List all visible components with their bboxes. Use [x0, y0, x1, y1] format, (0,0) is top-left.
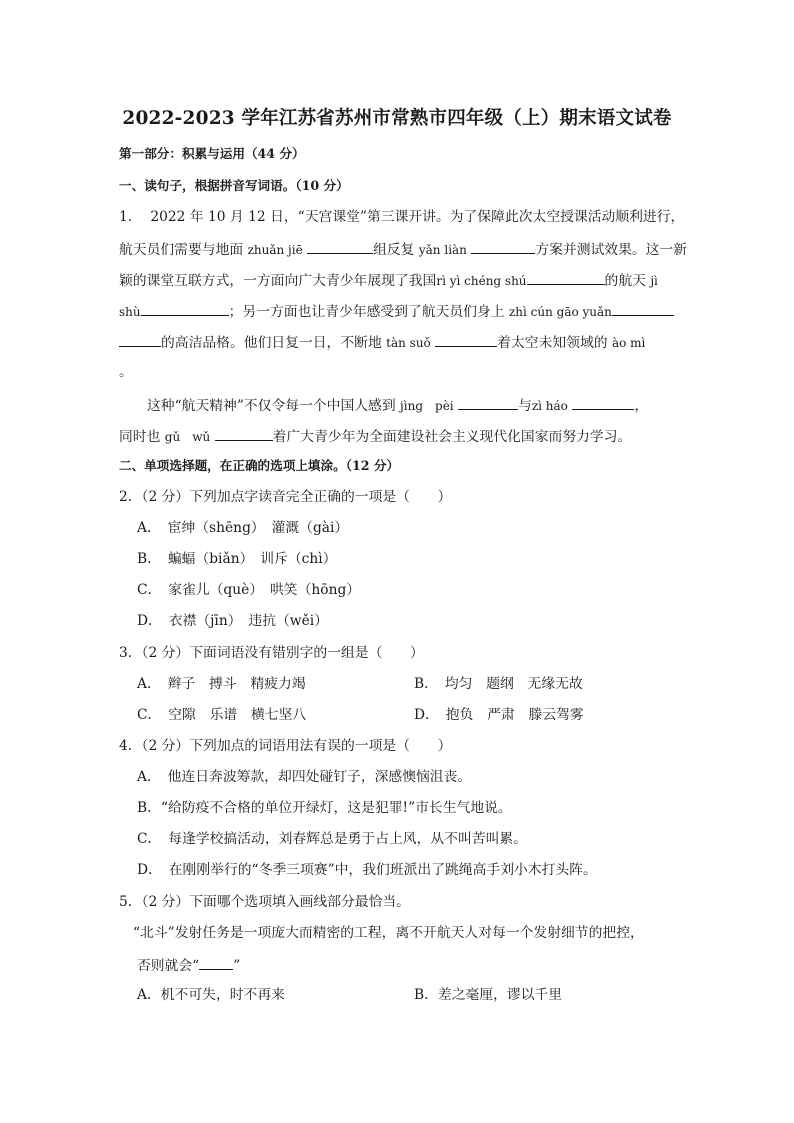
q2-stem: 2．（2 分）下列加点字读音完全正确的一项是（ ）	[119, 489, 452, 505]
q1-line-8	[119, 426, 631, 446]
q4-stem: 4．（2 分）下列加点的词语用法有误的一项是（ ）	[119, 738, 452, 754]
answer-blank[interactable]	[458, 395, 518, 410]
q1-text: 着广大青少年为全面建设社会主义现代化国家而努力学习。	[272, 429, 632, 445]
q5-text: ”	[233, 958, 241, 974]
q1-text: 着太空未知领域的	[497, 335, 608, 351]
q4-option-a[interactable]: A． 他连日奔波筹款，却四处碰钉子，深感懊恼沮丧。	[137, 769, 472, 785]
answer-blank[interactable]	[119, 332, 161, 347]
q1-text: 同时也	[119, 429, 161, 445]
exam-title: 2022-2023 学年江苏省苏州市常熟市四年级（上）期末语文试卷	[122, 108, 672, 129]
answer-blank[interactable]	[141, 301, 229, 316]
q5-option-a[interactable]: A．机不可失，时不再来	[137, 987, 285, 1003]
q1-line-3	[119, 270, 658, 290]
answer-blank[interactable]	[612, 301, 674, 316]
answer-blank[interactable]	[199, 955, 233, 970]
pinyin: jì	[650, 274, 658, 288]
q1-line-2	[119, 239, 687, 259]
section-heading-2: 二、单项选择题，在正确的选项上填涂。（12 分）	[119, 458, 400, 473]
pinyin: gǔ wǔ	[164, 430, 211, 444]
q1-text: 航天员们需要与地面	[119, 242, 244, 258]
q5-stem: 5．（2 分）下面哪个选项填入画线部分最恰当。	[119, 894, 410, 910]
q1-text: 的高洁品格。他们日复一日，不断地	[161, 335, 382, 351]
pinyin: zhuǎn jiē	[247, 243, 303, 257]
q1-line-1	[119, 208, 685, 226]
q5-passage-line-2	[137, 955, 240, 975]
pinyin: yǎn liàn	[418, 243, 467, 257]
q4-option-b[interactable]: B．“给防疫不合格的单位开绿灯，这是犯罪!”市长生气地说。	[137, 800, 512, 816]
pinyin: jìng pèi	[400, 399, 454, 413]
q3-option-b[interactable]: B． 均匀 题纲 无缘无故	[414, 676, 583, 692]
q1-text: 与	[518, 398, 532, 414]
q1-text: 方案并测试效果。这一新	[535, 242, 688, 258]
q4-option-d[interactable]: D． 在刚刚举行的“冬季三项赛”中，我们班派出了跳绳高手刘小木打头阵。	[137, 862, 597, 878]
q1-line-6: 。	[119, 364, 133, 380]
q2-option-a[interactable]: A． 宦绅（shēng） 灌溉（gài）	[137, 520, 349, 536]
section-heading-1: 一、读句子，根据拼音写词语。（10 分）	[119, 178, 349, 193]
q1-text: 这种“航天精神”不仅令每一个中国人感到	[147, 398, 396, 414]
q5-option-b[interactable]: B．差之毫厘，谬以千里	[414, 987, 563, 1003]
q2-option-c[interactable]: C． 家雀儿（què） 哄笑（hōng）	[137, 582, 361, 598]
answer-blank[interactable]	[435, 332, 497, 347]
q4-option-c[interactable]: C． 每逢学校搞活动，刘春辉总是勇于占上风，从不叫苦叫累。	[137, 831, 527, 847]
q1-text: 1. 2022 年 10 月 12 日，“天宫课堂”第三课开讲。为了保障此次太空授课活动顺利进行，	[119, 209, 685, 225]
answer-blank[interactable]	[471, 239, 535, 254]
pinyin: zhì cún gāo yuǎn	[508, 305, 612, 319]
answer-blank[interactable]	[527, 270, 605, 285]
pinyin: tàn suǒ	[386, 336, 431, 350]
q1-line-5	[119, 332, 645, 352]
q2-option-d[interactable]: D． 衣襟（jīn） 违抗（wěi）	[137, 613, 328, 629]
part-heading: 第一部分：积累与运用（44 分）	[119, 146, 305, 161]
q1-text: 的航天	[604, 273, 646, 289]
q1-text: ；另一方面也让青少年感受到了航天员们身上	[228, 304, 505, 320]
q3-option-c[interactable]: C． 空隙 乐谱 横七坚八	[137, 707, 307, 723]
q1-text: 颖的课堂互联方式，一方面向广大青少年展现了我国	[119, 273, 437, 289]
q3-option-d[interactable]: D． 抱负 严肃 滕云驾雾	[414, 707, 584, 723]
pinyin: zì háo	[531, 399, 568, 413]
answer-blank[interactable]	[572, 395, 634, 410]
pinyin: ào mì	[611, 336, 646, 350]
q5-passage-line-1: “北斗”发射任务是一项庞大而精密的工程，离不开航天人对每一个发射细节的把控，	[133, 925, 644, 941]
q2-option-b[interactable]: B． 蝙蝠（biǎn） 训斥（chì）	[137, 551, 337, 567]
q1-line-7	[147, 395, 648, 415]
q1-text: 组反复	[373, 242, 415, 258]
q3-stem: 3．（2 分）下面词语没有错别字的一组是（ ）	[119, 645, 424, 661]
pinyin: rì yì chéng shú	[436, 274, 527, 288]
q5-text: 否则就会“	[137, 958, 200, 974]
answer-blank[interactable]	[215, 426, 273, 441]
q1-line-4	[119, 301, 674, 321]
q1-text: ，	[634, 398, 649, 414]
q3-option-a[interactable]: A． 辫子 搏斗 精疲力竭	[137, 676, 306, 692]
answer-blank[interactable]	[307, 239, 373, 254]
pinyin: shù	[119, 305, 141, 319]
